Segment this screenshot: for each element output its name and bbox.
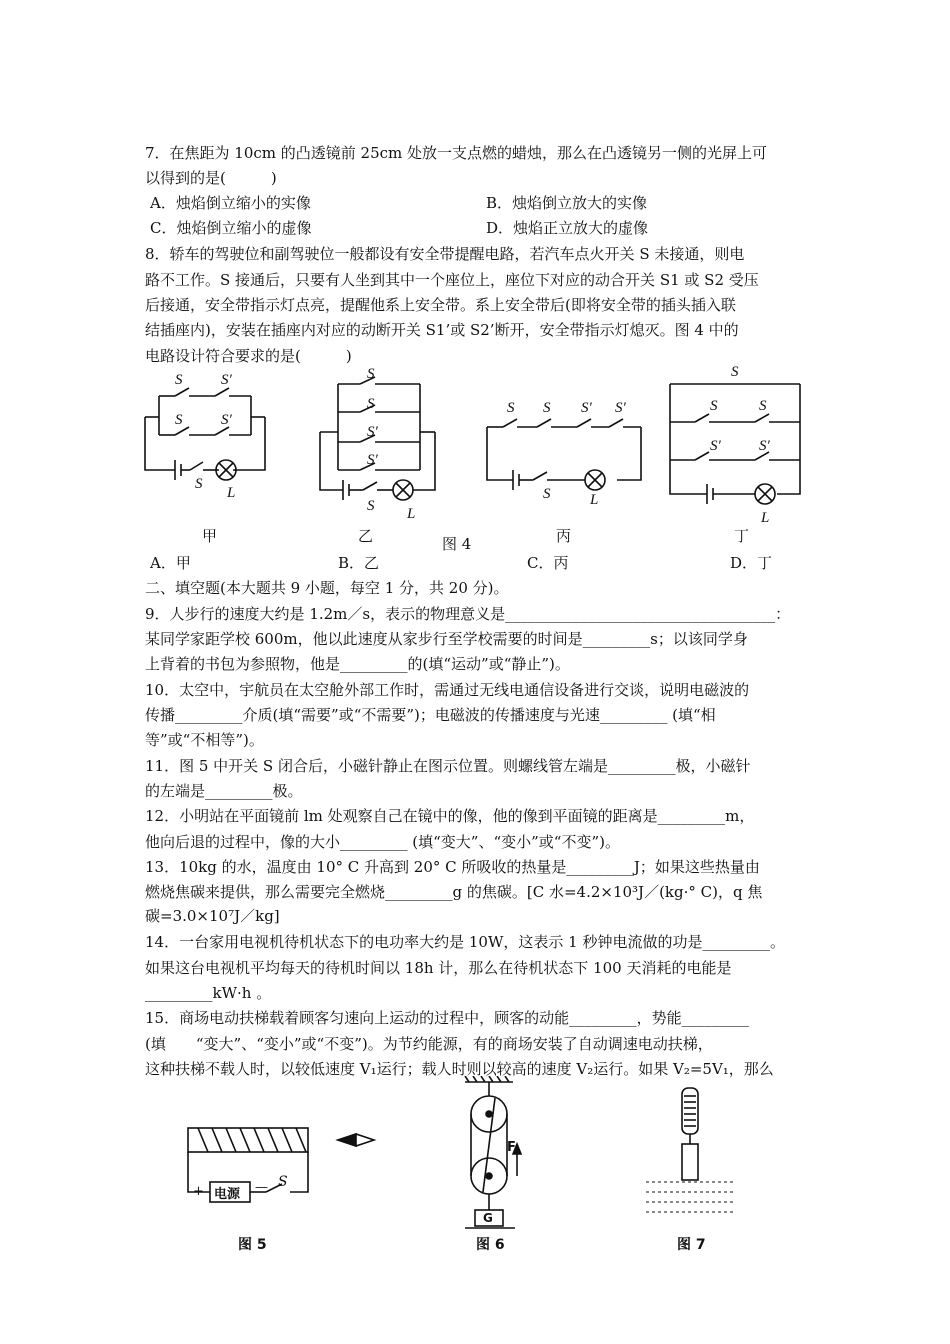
q7-option-c: C．烛焰倒立缩小的虚像 [150, 219, 312, 237]
q15-line1: 15．商场电动扶梯载着顾客匀速向上运动的过程中，顾客的动能_________，势能_________ [145, 1009, 750, 1027]
fig5-plus: + [193, 1184, 204, 1199]
circuit-name-ding: 丁 [734, 527, 750, 545]
q8-line3: 后接通，安全带指示灯点亮，提醒他系上安全带。系上安全带后(即将安全带的插头插入联 [145, 296, 736, 314]
q10-line3: 等”或“不相等”)。 [145, 731, 264, 749]
q15-line2: (填 “变大”、“变小”或“不变”)。为节约能源，有的商场安装了自动调速电动扶梯， [145, 1035, 713, 1053]
label-s-yi: S [367, 498, 375, 514]
label-s2-yi: S [367, 396, 375, 412]
figure-5-solenoid [180, 1118, 380, 1218]
label-l-yi: L [407, 506, 416, 522]
q8-option-a: A．甲 [150, 554, 191, 572]
circuit-bing [487, 419, 641, 490]
label-s-jia: S [195, 476, 203, 492]
q14-line2: 如果这台电视机平均每天的待机时间以 18h 计，那么在待机状态下 100 天消耗的电能是 [145, 959, 732, 977]
q12-line2: 他向后退的过程中，像的大小_________ (填“变大”、“变小”或“不变”)。 [145, 833, 620, 851]
circuit-name-bing: 丙 [556, 527, 572, 545]
figure-4-circuits [135, 362, 815, 552]
q14-line3: _________kW·h 。 [145, 984, 272, 1002]
q13-line2: 燃烧焦碳来提供，那么需要完全燃烧_________g 的焦碳。[C 水=4.2×10³J／(kg·° C)，q 焦 [145, 883, 763, 901]
q14-line1: 14．一台家用电视机待机状态下的电功率大约是 10W，这表示 1 秒钟电流做的功是_________。 [145, 933, 785, 951]
figure-7-caption: 图 7 [677, 1237, 706, 1253]
q7-line1: 7．在焦距为 10cm 的凸透镜前 25cm 处放一支点燃的蜡烛，那么在凸透镜另一侧的光屏上可 [145, 144, 768, 162]
fig5-minus: — [255, 1180, 268, 1195]
fig6-force-label: F [507, 1140, 516, 1155]
label-s1-yi: S [367, 366, 375, 382]
q11-line2: 的左端是_________极。 [145, 782, 303, 800]
q9-line1: 9．人步行的速度大约是 1.2m／s，表示的物理意义是____________________________________： [145, 605, 791, 623]
figure-6-pulley [455, 1076, 535, 1234]
circuit-jia [145, 388, 265, 480]
fig5-switch-label: S [278, 1174, 288, 1190]
q7-option-d: D．烛焰正立放大的虚像 [486, 219, 649, 237]
label-l-bing: L [590, 492, 599, 508]
label-s2p-bing: S′ [615, 400, 626, 416]
fig5-power-label: 电源 [214, 1187, 241, 1202]
q9-line3: 上背着的书包为参照物，他是_________的(填“运动”或“静止”)。 [145, 655, 570, 673]
q12-line1: 12．小明站在平面镜前 lm 处观察自己在镜中的像，他的像到平面镜的距离是_________m， [145, 807, 755, 825]
label-l-ding: L [761, 510, 770, 526]
label-l-jia: L [227, 485, 236, 501]
label-s-ding: S [731, 364, 739, 380]
q7-option-a: A．烛焰倒立缩小的实像 [150, 194, 311, 212]
section-2-heading: 二、填空题(本大题共 9 小题，每空 1 分，共 20 分)。 [145, 579, 509, 597]
label-s1p-yi: S′ [367, 424, 378, 440]
q13-line3: 碳=3.0×10⁷J／kg] [145, 907, 280, 925]
q10-line1: 10．太空中，宇航员在太空舱外部工作时，需通过无线电通信设备进行交谈，说明电磁波的 [145, 681, 750, 699]
q10-line2: 传播_________介质(填“需要”或“不需要”)；电磁波的传播速度与光速_________ (填“相 [145, 706, 716, 724]
label-s-bing: S [543, 486, 551, 502]
label-s1-jia: S [175, 372, 183, 388]
q8-line1: 8．轿车的驾驶位和副驾驶位一般都设有安全带提醒电路，若汽车点火开关 S 未接通，则电 [145, 245, 745, 263]
label-s1p-bing: S′ [581, 400, 592, 416]
label-s2-ding: S [759, 398, 767, 414]
q8-option-d: D．丁 [730, 554, 773, 572]
q8-option-b: B．乙 [338, 554, 380, 572]
circuit-name-jia: 甲 [202, 527, 218, 545]
figure-4-caption: 图 4 [442, 535, 472, 553]
label-s1p-jia: S′ [221, 372, 232, 388]
label-s2p-ding: S′ [759, 438, 770, 454]
label-s2-jia: S [175, 412, 183, 428]
q15-line3: 这种扶梯不载人时，以较低速度 V₁运行；载人时则以较高的速度 V₂运行。如果 V₂=5V₁，那么 [145, 1060, 774, 1078]
q8-option-c: C．丙 [527, 554, 569, 572]
q7-option-b: B．烛焰倒立放大的实像 [486, 194, 648, 212]
q8-line2: 路不工作。S 接通后，只要有人坐到其中一个座位上，座位下对应的动合开关 S1 或 S2 受压 [145, 271, 759, 289]
circuit-ding [670, 384, 800, 504]
figure-6-caption: 图 6 [476, 1237, 505, 1253]
q8-line4: 结插座内)，安装在插座内对应的动断开关 S1’或 S2’断开，安全带指示灯熄灭。图 4 中的 [145, 321, 739, 339]
q11-line1: 11．图 5 中开关 S 闭合后，小磁针静止在图示位置。则螺线管左端是_________极，小磁针 [145, 757, 751, 775]
circuit-name-yi: 乙 [358, 527, 374, 545]
figure-7-spring-scale [640, 1086, 740, 1226]
q13-line1: 13．10kg 的水，温度由 10° C 升高到 20° C 所吸收的热量是_________J；如果这些热量由 [145, 858, 760, 876]
label-s1-ding: S [710, 398, 718, 414]
fig6-weight-label: G [483, 1211, 493, 1225]
figure-5-caption: 图 5 [238, 1237, 267, 1253]
label-s1-bing: S [507, 400, 515, 416]
q8-line5: 电路设计符合要求的是( ) [145, 347, 352, 365]
q7-line2: 以得到的是( ) [145, 169, 277, 187]
label-s2-bing: S [543, 400, 551, 416]
label-s1p-ding: S′ [710, 438, 721, 454]
label-s2p-jia: S′ [221, 412, 232, 428]
label-s2p-yi: S′ [367, 452, 378, 468]
q9-line2: 某同学家距学校 600m，他以此速度从家步行至学校需要的时间是_________s；以该同学身 [145, 630, 748, 648]
